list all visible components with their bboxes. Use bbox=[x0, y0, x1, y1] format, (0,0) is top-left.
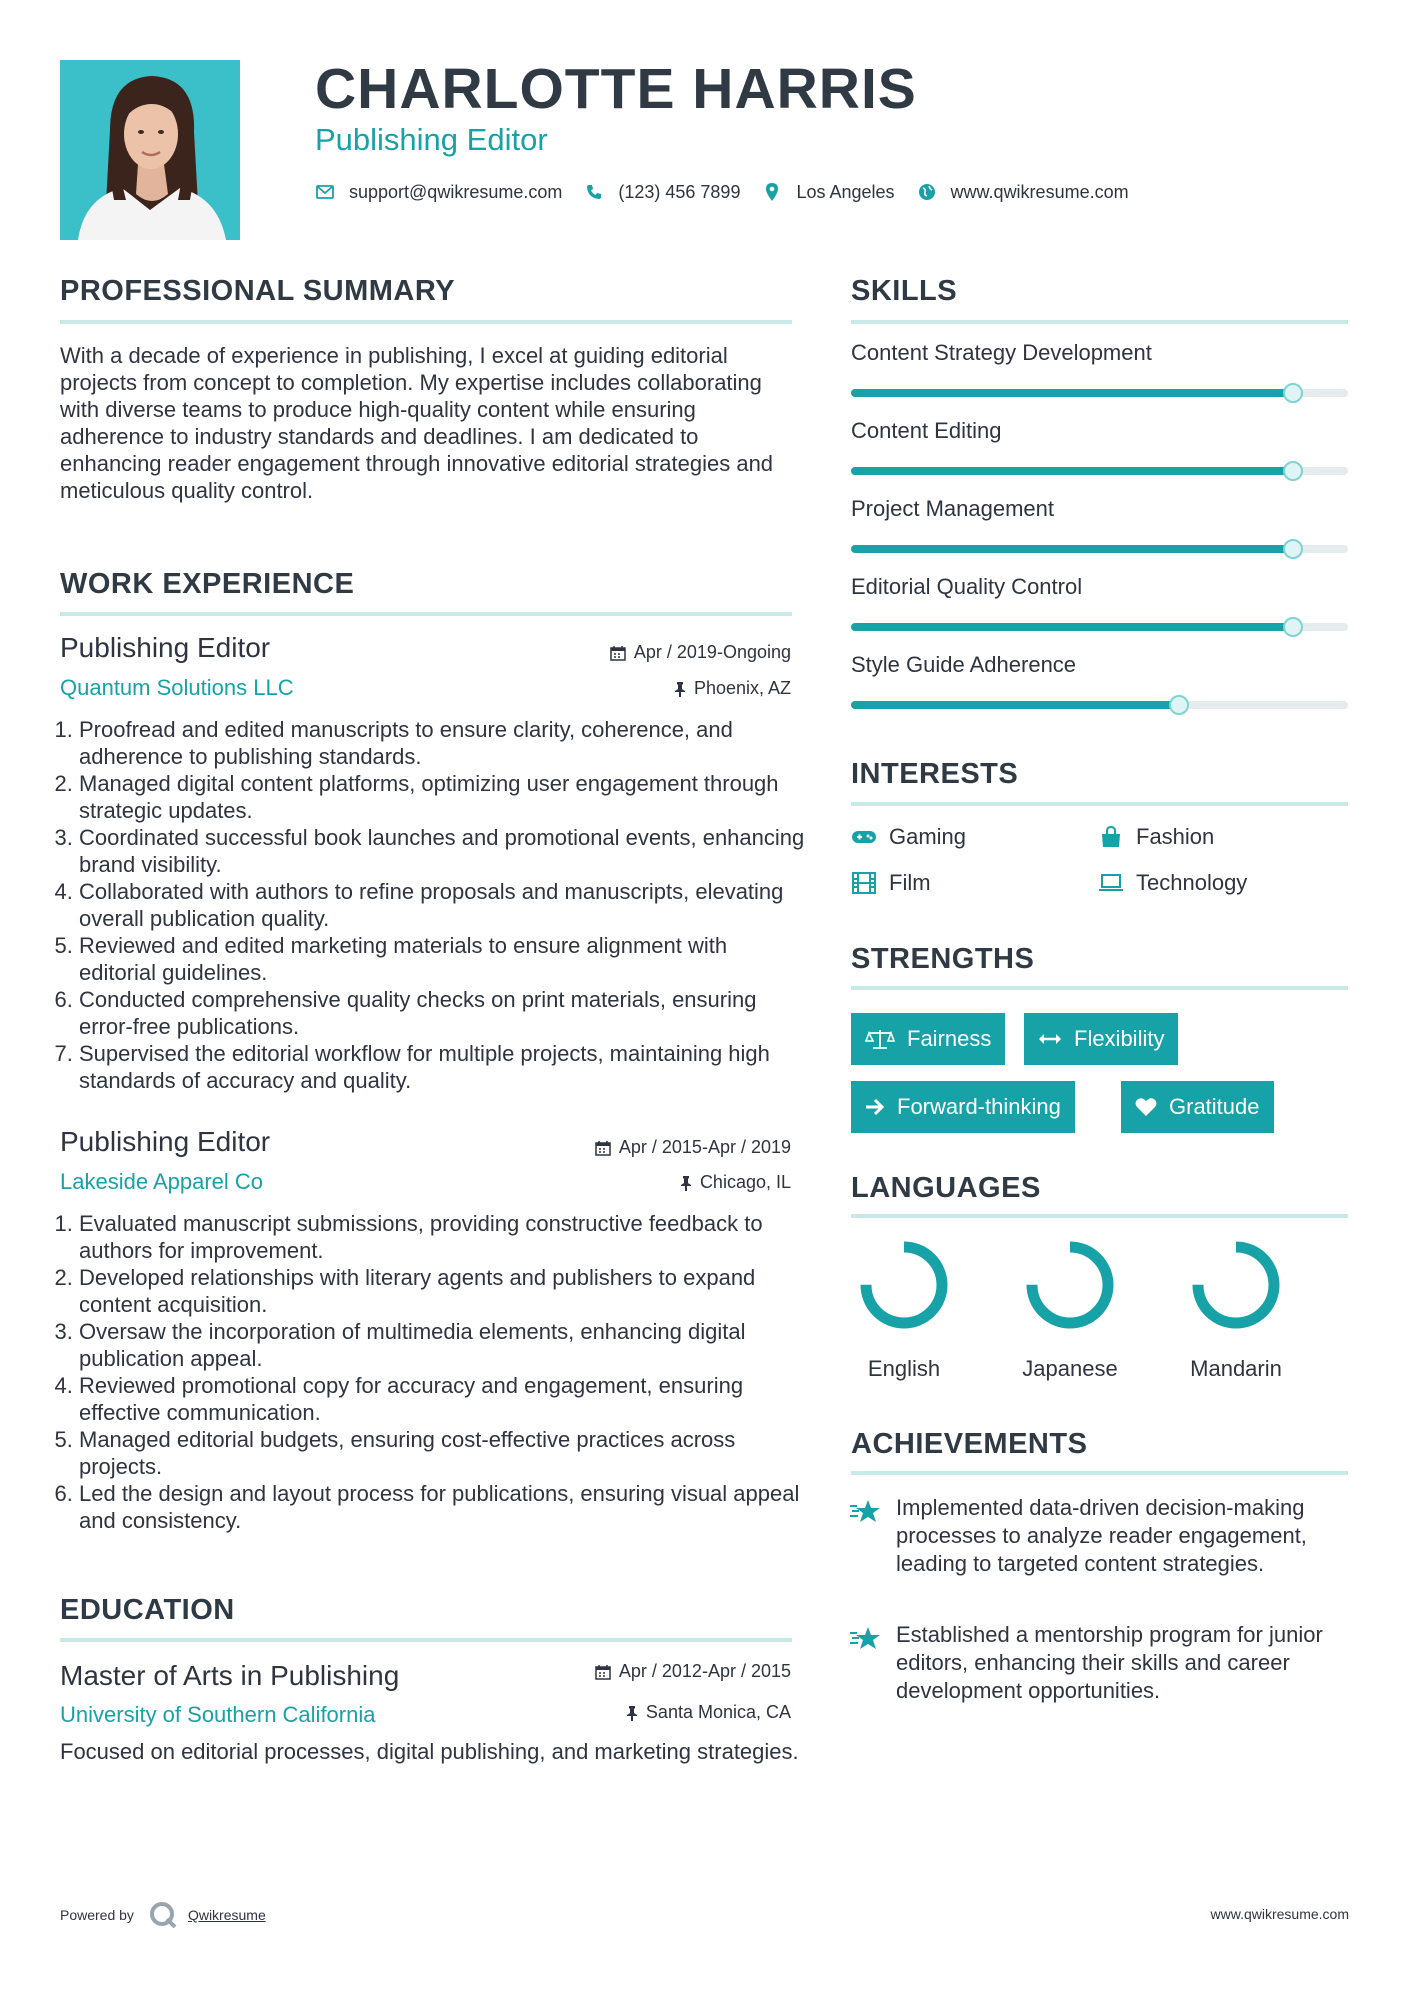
envelope-icon bbox=[315, 182, 335, 202]
degree-title: Master of Arts in Publishing bbox=[60, 1660, 400, 1691]
strength-label: Gratitude bbox=[1169, 1094, 1260, 1119]
skill-bar-knob bbox=[1169, 695, 1189, 715]
interests-divider bbox=[851, 802, 1348, 806]
pin-icon bbox=[674, 681, 686, 697]
skill-bar bbox=[851, 467, 1348, 475]
contact-email-text: support@qwikresume.com bbox=[349, 181, 563, 202]
list-item: 4. Reviewed promotional copy for accuracy and engagement, ensuring effective communication. bbox=[79, 1372, 805, 1426]
calendar-icon bbox=[595, 1140, 611, 1156]
powered-by-label: Powered by bbox=[60, 1907, 134, 1923]
interest-item bbox=[851, 824, 966, 850]
skill-bar-fill bbox=[851, 701, 1179, 709]
job-company: Lakeside Apparel Co bbox=[60, 1169, 264, 1194]
strength-tag bbox=[1024, 1013, 1178, 1065]
skill-name: Project Management bbox=[851, 496, 1054, 521]
strength-tag bbox=[851, 1081, 1075, 1133]
job-dates bbox=[595, 1137, 791, 1158]
achievement-item: Implemented data-driven decision-making processes to analyze reader engagement, leading to targeted content strategies. bbox=[896, 1495, 1307, 1576]
footer-website[interactable]: www.qwikresume.com bbox=[1210, 1906, 1349, 1922]
contact-website[interactable] bbox=[917, 182, 1129, 203]
contact-location bbox=[762, 182, 894, 203]
job-title: Publishing Editor bbox=[60, 1126, 271, 1157]
balance-scale-icon bbox=[865, 1028, 895, 1050]
heart-icon bbox=[1135, 1097, 1157, 1117]
skill-bar bbox=[851, 545, 1348, 553]
skill-bar-knob bbox=[1283, 539, 1303, 559]
interests-heading: INTERESTS bbox=[851, 758, 1019, 790]
strength-tag bbox=[851, 1013, 1005, 1065]
school-name: University of Southern California bbox=[60, 1702, 376, 1727]
job-title: Publishing Editor bbox=[60, 632, 271, 663]
education-location bbox=[626, 1702, 791, 1723]
qwikresume-link[interactable]: Qwikresume bbox=[187, 1907, 266, 1923]
contact-bar bbox=[315, 178, 1151, 206]
language-name: English bbox=[867, 1356, 941, 1381]
languages-heading: LANGUAGES bbox=[851, 1172, 1041, 1204]
shopping-bag-icon bbox=[1098, 826, 1124, 848]
skill-bar-fill bbox=[851, 545, 1293, 553]
summary-text: With a decade of experience in publishing, I excel at guiding editorial projects from concept to completion. My expertise includes collaborating with diverse teams to produce high-quality content while ensuring adherence to industry standards and deadlines. I am dedicated to enhancing reader engagement through innovative editorial strategies and meticulous quality control. bbox=[60, 343, 774, 503]
language-ring bbox=[1191, 1240, 1281, 1330]
list-item: 3. Oversaw the incorporation of multimedia elements, enhancing digital publication appeal. bbox=[79, 1318, 805, 1372]
strength-label: Fairness bbox=[907, 1026, 992, 1051]
strengths-heading: STRENGTHS bbox=[851, 943, 1035, 975]
skill-bar-fill bbox=[851, 467, 1293, 475]
education-location-text: Santa Monica, CA bbox=[645, 1702, 791, 1722]
skills-divider bbox=[851, 320, 1348, 324]
education-description: Focused on editorial processes, digital publishing, and marketing strategies. bbox=[60, 1739, 799, 1764]
job-duties bbox=[60, 716, 805, 1094]
language-ring bbox=[859, 1240, 949, 1330]
education-heading: EDUCATION bbox=[60, 1594, 235, 1626]
calendar-icon bbox=[610, 645, 626, 661]
skill-name: Content Editing bbox=[851, 418, 1002, 443]
gamepad-icon bbox=[851, 826, 877, 848]
candidate-role: Publishing Editor bbox=[315, 122, 548, 157]
contact-phone[interactable] bbox=[584, 182, 740, 203]
education-divider bbox=[60, 1638, 792, 1642]
summary-divider bbox=[60, 320, 792, 324]
interest-item bbox=[1098, 824, 1214, 850]
skill-bar-knob bbox=[1283, 461, 1303, 481]
job-location bbox=[674, 678, 791, 699]
job-dates bbox=[610, 642, 791, 663]
interest-label: Technology bbox=[1136, 870, 1248, 895]
job-location-text: Phoenix, AZ bbox=[693, 678, 791, 698]
job-location-text: Chicago, IL bbox=[699, 1172, 791, 1192]
job-dates-text: Apr / 2019-Ongoing bbox=[633, 642, 791, 662]
list-item: 1. Evaluated manuscript submissions, providing constructive feedback to authors for improvement. bbox=[79, 1210, 805, 1264]
footer-powered-by bbox=[60, 1900, 266, 1930]
skill-bar bbox=[851, 701, 1348, 709]
list-item: 6. Led the design and layout process for publications, ensuring visual appeal and consistency. bbox=[79, 1480, 805, 1534]
list-item: 4. Collaborated with authors to refine proposals and manuscripts, elevating overall publication quality. bbox=[79, 878, 805, 932]
interest-item bbox=[1098, 870, 1247, 896]
qwikresume-logo-icon bbox=[148, 1900, 178, 1930]
skill-bar-fill bbox=[851, 389, 1293, 397]
list-item: 6. Conducted comprehensive quality checks on print materials, ensuring error-free publications. bbox=[79, 986, 805, 1040]
interest-item bbox=[851, 870, 931, 896]
job-location bbox=[680, 1172, 791, 1193]
arrow-right-icon bbox=[865, 1098, 885, 1116]
interest-label: Film bbox=[889, 870, 931, 895]
job-company: Quantum Solutions LLC bbox=[60, 675, 294, 700]
strength-tag bbox=[1121, 1081, 1274, 1133]
globe-icon bbox=[917, 182, 937, 202]
summary-heading: PROFESSIONAL SUMMARY bbox=[60, 275, 456, 307]
skill-name: Editorial Quality Control bbox=[851, 574, 1083, 599]
phone-icon bbox=[584, 182, 604, 202]
map-marker-icon bbox=[762, 182, 782, 202]
language-name: Mandarin bbox=[1190, 1356, 1282, 1381]
film-icon bbox=[851, 872, 877, 894]
pin-icon bbox=[680, 1175, 692, 1191]
skill-bar-knob bbox=[1283, 617, 1303, 637]
language-ring bbox=[1025, 1240, 1115, 1330]
skill-name: Content Strategy Development bbox=[851, 340, 1152, 365]
strength-label: Flexibility bbox=[1074, 1026, 1165, 1051]
languages-divider bbox=[851, 1214, 1348, 1218]
pin-icon bbox=[626, 1705, 638, 1721]
job-duties bbox=[60, 1210, 805, 1534]
skill-name: Style Guide Adherence bbox=[851, 652, 1077, 677]
interest-label: Fashion bbox=[1136, 824, 1215, 849]
contact-phone-text: (123) 456 7899 bbox=[618, 181, 741, 202]
contact-website-text: www.qwikresume.com bbox=[950, 181, 1129, 202]
list-item: 7. Supervised the editorial workflow for multiple projects, maintaining high standards of accuracy and quality. bbox=[79, 1040, 805, 1094]
star-icon bbox=[849, 1498, 881, 1526]
achievements-divider bbox=[851, 1471, 1348, 1475]
list-item: 2. Managed digital content platforms, optimizing user engagement through strategic updates. bbox=[79, 770, 805, 824]
list-item: 1. Proofread and edited manuscripts to ensure clarity, coherence, and adherence to publishing standards. bbox=[79, 716, 805, 770]
skills-heading: SKILLS bbox=[851, 275, 958, 307]
candidate-name: CHARLOTTE HARRIS bbox=[315, 57, 917, 121]
list-item: 5. Managed editorial budgets, ensuring cost-effective practices across projects. bbox=[79, 1426, 805, 1480]
experience-divider bbox=[60, 612, 792, 616]
skill-bar-knob bbox=[1283, 383, 1303, 403]
interest-label: Gaming bbox=[889, 824, 967, 849]
achievement-item: Established a mentorship program for junior editors, enhancing their skills and career development opportunities. bbox=[896, 1622, 1323, 1703]
list-item: 2. Developed relationships with literary agents and publishers to expand content acquisition. bbox=[79, 1264, 805, 1318]
profile-photo bbox=[60, 60, 240, 240]
contact-location-text: Los Angeles bbox=[796, 181, 895, 202]
skill-bar bbox=[851, 623, 1348, 631]
skill-bar bbox=[851, 389, 1348, 397]
skill-bar-fill bbox=[851, 623, 1293, 631]
calendar-icon bbox=[595, 1664, 611, 1680]
list-item: 3. Coordinated successful book launches and promotional events, enhancing brand visibility. bbox=[79, 824, 805, 878]
experience-heading: WORK EXPERIENCE bbox=[60, 568, 355, 600]
education-dates bbox=[595, 1661, 791, 1682]
list-item: 5. Reviewed and edited marketing materials to ensure alignment with editorial guidelines. bbox=[79, 932, 805, 986]
contact-email[interactable] bbox=[315, 182, 562, 203]
strength-label: Forward-thinking bbox=[897, 1094, 1061, 1119]
education-dates-text: Apr / 2012-Apr / 2015 bbox=[618, 1661, 791, 1681]
strengths-divider bbox=[851, 986, 1348, 990]
achievements-heading: ACHIEVEMENTS bbox=[851, 1428, 1088, 1460]
language-name: Japanese bbox=[1022, 1356, 1118, 1381]
arrows-horizontal-icon bbox=[1038, 1032, 1062, 1046]
laptop-icon bbox=[1098, 872, 1124, 894]
star-icon bbox=[849, 1625, 881, 1653]
job-dates-text: Apr / 2015-Apr / 2019 bbox=[618, 1137, 791, 1157]
